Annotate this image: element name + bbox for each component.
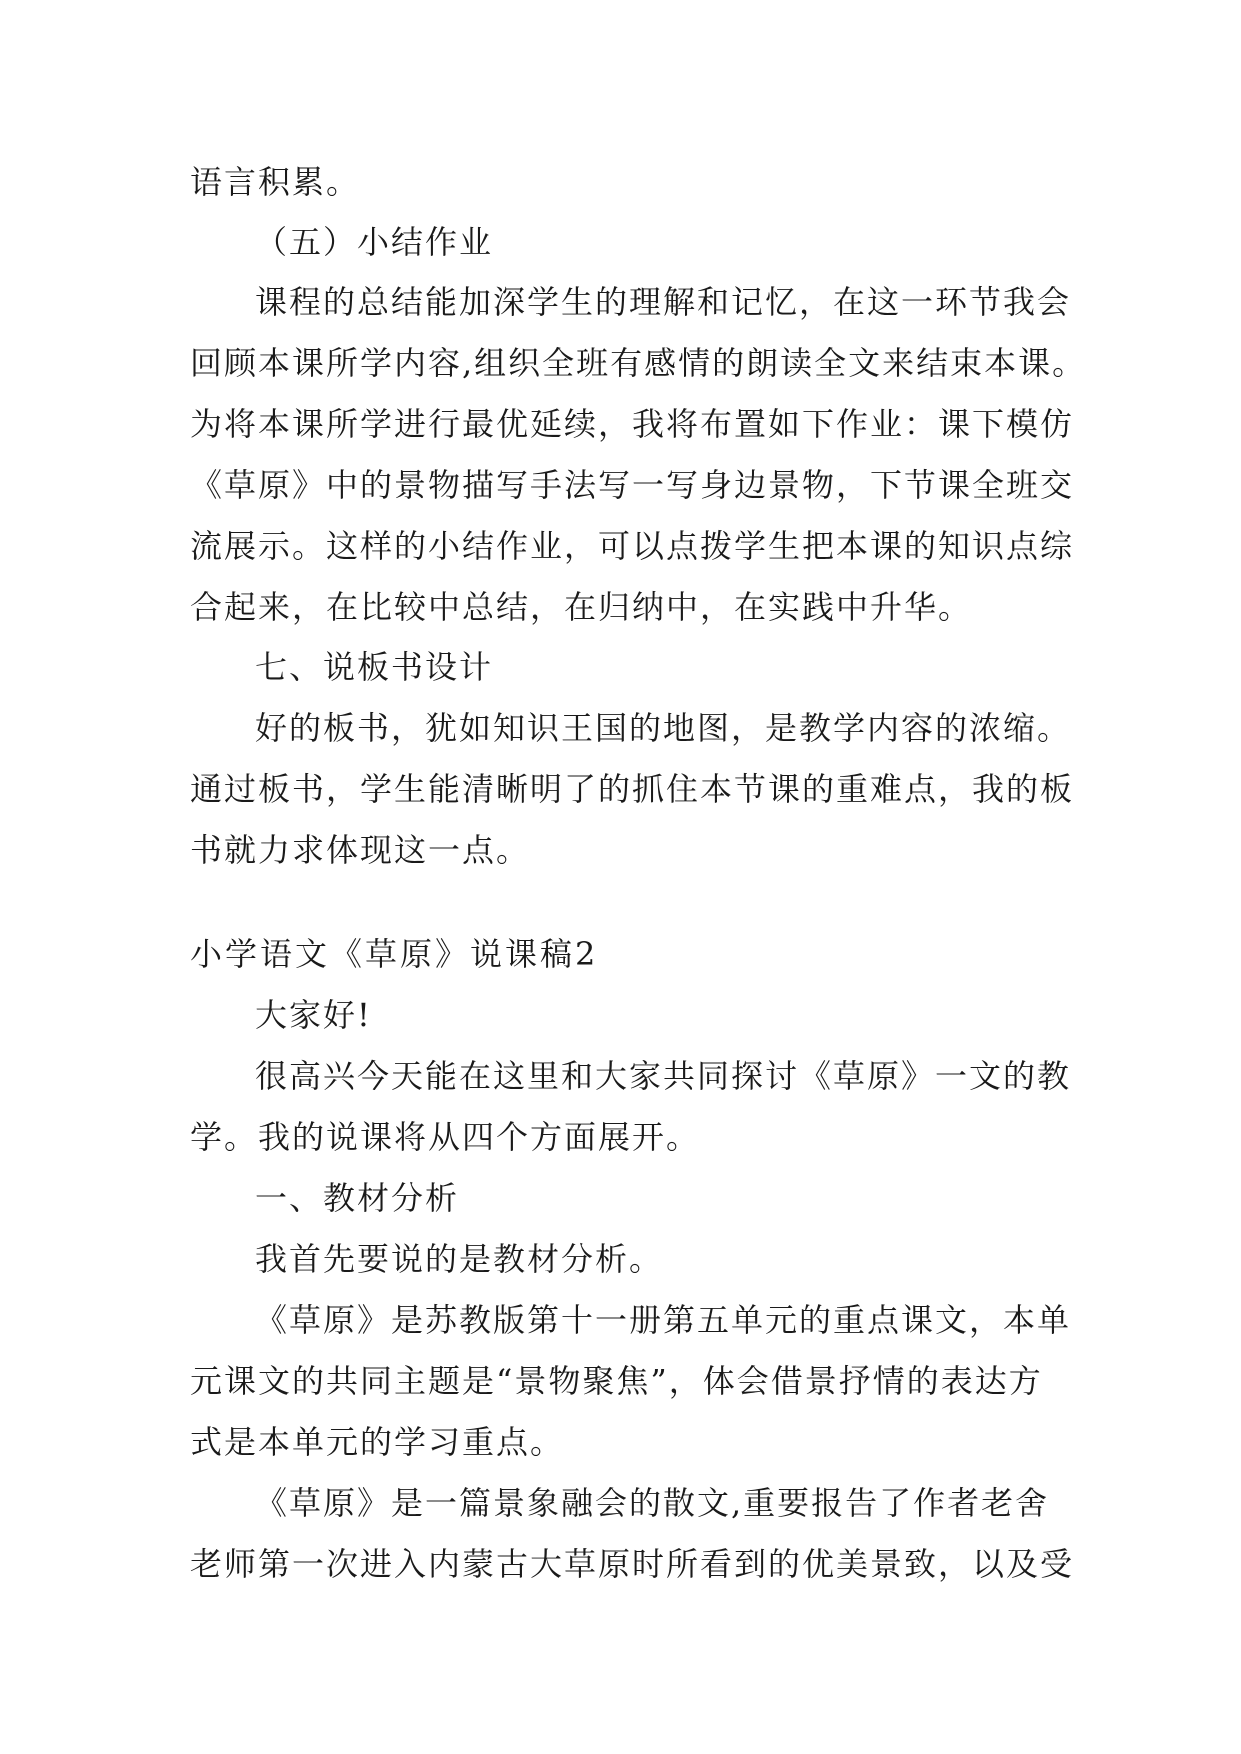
paragraph-line: 课程的总结能加深学生的理解和记忆，在这一环节我会 bbox=[255, 283, 1072, 321]
paragraph-line: 大家好! bbox=[255, 996, 372, 1034]
document-title: 小学语文《草原》说课稿2 bbox=[190, 935, 599, 973]
paragraph-line: 语言积累。 bbox=[190, 163, 361, 201]
paragraph-line: 式是本单元的学习重点。 bbox=[190, 1423, 565, 1461]
paragraph-line: 回顾本课所学内容,组织全班有感情的朗读全文来结束本课。 bbox=[190, 344, 1087, 382]
section-heading: （五）小结作业 bbox=[255, 223, 494, 261]
paragraph-line: 《草原》是一篇景象融会的散文,重要报告了作者老舍 bbox=[255, 1484, 1050, 1522]
paragraph-line: 学。我的说课将从四个方面展开。 bbox=[190, 1118, 701, 1156]
section-heading: 七、说板书设计 bbox=[255, 648, 494, 686]
paragraph-line: 为将本课所学进行最优延续，我将布置如下作业：课下模仿 bbox=[190, 405, 1075, 443]
paragraph-line: 《草原》中的景物描写手法写一写身边景物，下节课全班交 bbox=[190, 466, 1075, 504]
paragraph-line: 通过板书，学生能清晰明了的抓住本节课的重难点，我的板 bbox=[190, 770, 1075, 808]
paragraph-line: 流展示。这样的小结作业，可以点拨学生把本课的知识点综 bbox=[190, 527, 1075, 565]
section-heading: 一、教材分析 bbox=[255, 1179, 460, 1217]
paragraph-line: 元课文的共同主题是“景物聚焦”，体会借景抒情的表达方 bbox=[190, 1362, 1043, 1400]
paragraph-line: 好的板书，犹如知识王国的地图，是教学内容的浓缩。 bbox=[255, 709, 1072, 747]
paragraph-line: 书就力求体现这一点。 bbox=[190, 831, 531, 869]
paragraph-line: 《草原》是苏教版第十一册第五单元的重点课文，本单 bbox=[255, 1301, 1072, 1339]
paragraph-line: 我首先要说的是教材分析。 bbox=[255, 1240, 664, 1278]
paragraph-line: 很高兴今天能在这里和大家共同探讨《草原》一文的教 bbox=[255, 1057, 1072, 1095]
paragraph-line: 合起来，在比较中总结，在归纳中，在实践中升华。 bbox=[190, 588, 973, 626]
paragraph-line: 老师第一次进入内蒙古大草原时所看到的优美景致，以及受 bbox=[190, 1545, 1075, 1583]
